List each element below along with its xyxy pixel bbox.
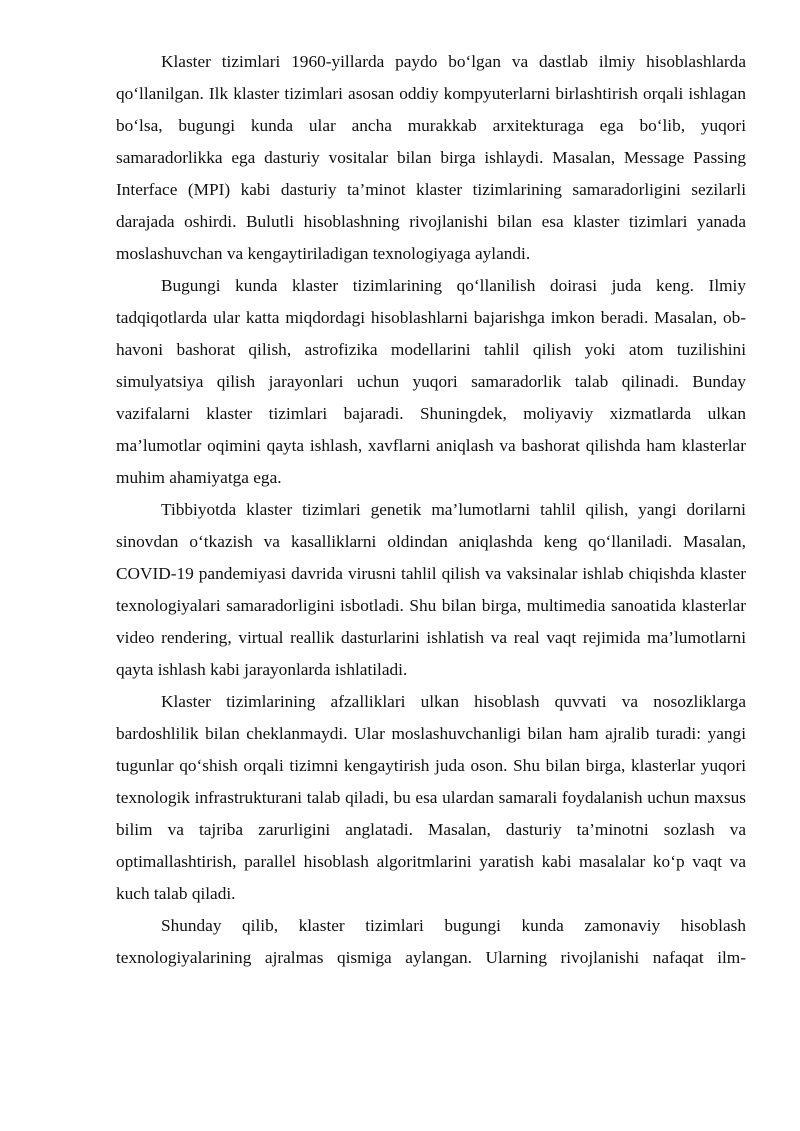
paragraph-history: Klaster tizimlari 1960-yillarda paydo bo‘lgan va dastlab ilmiy hisoblashlarda qo‘llanilgan. Ilk klaster tizimlari asosan oddiy kompyuterlarni birlashtirish orqali ishlagan bo‘lsa, bugungi kunda ular ancha murakkab arxitekturaga ega bo‘lib, yuqori samaradorlikka ega dasturiy vositalar bilan birga ishlaydi. Masalan, Message Passing Interface (MPI) kabi dasturiy ta’minot klaster tizimlarining samaradorligini sezilarli darajada oshirdi. Bulutli hisoblashning rivojlanishi bilan esa klaster tizimlari yanada moslashuvchan va kengaytiriladigan texnologiyaga aylandi. (116, 52, 746, 263)
paragraph-conclusion: Shunday qilib, klaster tizimlari bugungi kunda zamonaviy hisoblash texnologiyalarining ajralmas qismiga aylangan. Ularning rivojlanishi nafaqat ilm- (116, 916, 746, 967)
paragraph-applications: Bugungi kunda klaster tizimlarining qo‘llanilish doirasi juda keng. Ilmiy tadqiqotlarda ular katta miqdordagi hisoblashlarni bajarishga imkon beradi. Masalan, ob-havoni bashorat qilish, astrofizika modellarini tahlil qilish yoki atom tuzilishini simulyatsiya qilish jarayonlari uchun yuqori samaradorlik talab qilinadi. Bunday vazifalarni klaster tizimlari bajaradi. Shuningdek, moliyaviy xizmatlarda ulkan ma’lumotlar oqimini qayta ishlash, xavflarni aniqlash va bashorat qilishda ham klasterlar muhim ahamiyatga ega. (116, 276, 746, 487)
document-body (116, 46, 746, 974)
paragraph-advantages: Klaster tizimlarining afzalliklari ulkan hisoblash quvvati va nosozliklarga bardoshlilik bilan cheklanmaydi. Ular moslashuvchanligi bilan ham ajralib turadi: yangi tugunlar qo‘shish orqali tizimni kengaytirish juda oson. Shu bilan birga, klasterlar yuqori texnologik infrastrukturani talab qiladi, bu esa ulardan samarali foydalanish uchun maxsus bilim va tajriba zarurligini anglatadi. Masalan, dasturiy ta’minotni sozlash va optimallashtirish, parallel hisoblash algoritmlarini yaratish kabi masalalar ko‘p vaqt va kuch talab qiladi. (116, 692, 746, 903)
paragraph-medicine: Tibbiyotda klaster tizimlari genetik ma’lumotlarni tahlil qilish, yangi dorilarni sinovdan o‘tkazish va kasalliklarni oldindan aniqlashda keng qo‘llaniladi. Masalan, COVID-19 pandemiyasi davrida virusni tahlil qilish va vaksinalar ishlab chiqishda klaster texnologiyalari samaradorligini isbotladi. Shu bilan birga, multimedia sanoatida klasterlar video rendering, virtual reallik dasturlarini ishlatish va real vaqt rejimida ma’lumotlarni qayta ishlash kabi jarayonlarda ishlatiladi. (116, 500, 746, 679)
